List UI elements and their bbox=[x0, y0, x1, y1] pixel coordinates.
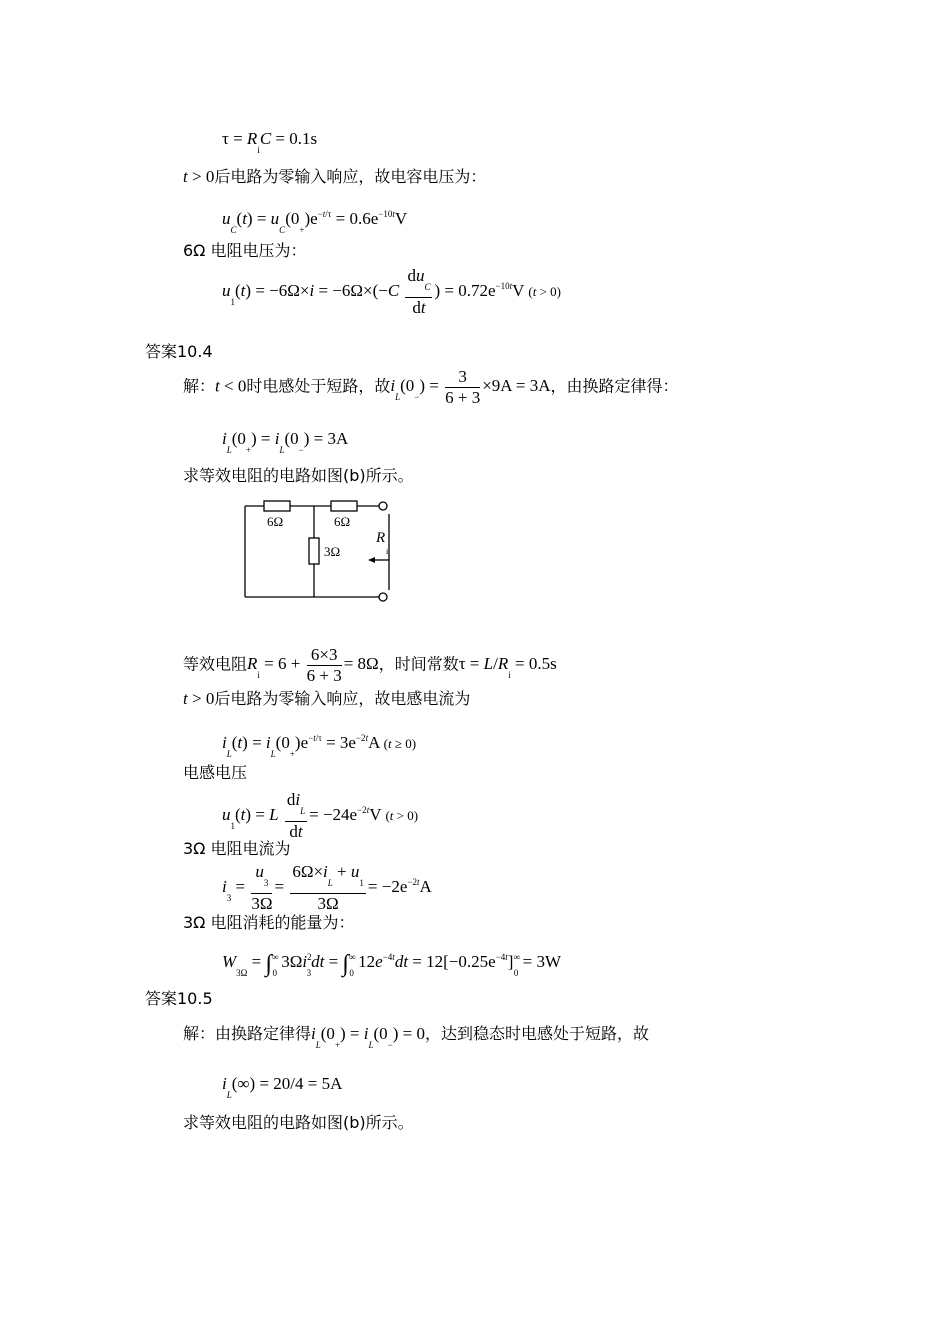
terminal-top bbox=[379, 502, 387, 510]
answer-10-5-figure-text: 求等效电阻的电路如图(b)所示。 bbox=[183, 1113, 414, 1132]
tau-equation: $\tau = R_iC = 0.1s$ bbox=[222, 129, 318, 155]
zero-input-capacitor-line: t > 0后电路为零输入响应，故电容电压为： bbox=[183, 167, 487, 186]
answer-10-4-heading: 答案10.4 bbox=[145, 342, 213, 361]
answer-10-5-line1: 解：由换路定律得$i_L(0_+) = i_L(0_-) = 0$，达到稳态时电感处于短路，故 bbox=[183, 1024, 650, 1050]
energy-equation: $W_{3\Omega} = \int^\infty_0$ $3\Omega i^2_3dt = \int^\infty_0$ $12e^{-4t}dt = 12[-0.25e^{-4t}]^\infty_0 = 3W$ bbox=[222, 951, 562, 978]
short-circuit-text: 时电感处于短路，故 bbox=[246, 376, 391, 396]
il-initial-equation: $i_L(0_+) = i_L(0_-) = 3A$ bbox=[222, 429, 349, 455]
resistor-6-voltage-label bbox=[183, 240, 307, 262]
answer-10-4-line1: 解：t < 0时电感处于短路，故$i_L(0_-)$ = $\frac{3}{6 + 3}$ ×9A = 3A，由换路定律得： bbox=[183, 367, 679, 407]
label-3ohm: 3Ω bbox=[324, 544, 341, 559]
resistor-3-current-label bbox=[183, 838, 291, 860]
zero-input-capacitor-text: 后电路为零输入响应，故电容电压为： bbox=[214, 167, 487, 186]
resistor-6ohm-right bbox=[331, 501, 357, 511]
label-R: R bbox=[376, 530, 386, 546]
il-infinity-equation: $i_L(\infty) = 20/4 = 5A$ bbox=[222, 1074, 343, 1100]
answer-10-5-heading: 答案10.5 bbox=[145, 989, 213, 1008]
terminal-bottom bbox=[379, 593, 387, 601]
inductor-current-equation: $i_L(t) = i_L(0_+)e^{-t/\tau} = 3e^{-2t}A$ (t ≥ 0) bbox=[222, 733, 417, 759]
resistor-3-energy-label bbox=[183, 912, 355, 934]
switching-law-label: 解：由换路定律得 bbox=[183, 1024, 312, 1043]
label-6ohm-left: 6Ω bbox=[267, 514, 284, 529]
equivalent-resistance-line: 等效电阻$R_i = 6$ + $\frac{6\times 3}{6 + 3}$ = 8Ω，时间常数$\tau = L/R_i = 0.5s$ bbox=[183, 645, 557, 685]
equivalent-resistance-circuit bbox=[236, 494, 406, 612]
inductor-voltage-label: 电感电压 bbox=[183, 763, 248, 782]
arrow-head bbox=[368, 557, 375, 563]
equivalent-resistance-figure-text: 求等效电阻的电路如图(b)所示。 bbox=[183, 466, 414, 485]
capacitor-voltage-equation: $u_C(t) = u_C(0_+)e^{-t/\tau} = 0.6e^{-10t}V$ bbox=[222, 209, 408, 235]
solution-label: 解： bbox=[183, 376, 216, 396]
switching-law-text: ，由换路定律得： bbox=[550, 376, 679, 396]
zero-input-inductor-text: 后电路为零输入响应，故电感电流为 bbox=[214, 689, 471, 708]
zero-input-inductor-line: t > 0后电路为零输入响应，故电感电流为 bbox=[183, 689, 471, 708]
inductor-voltage-equation: $u_1(t) = L$ $\frac{di_L}{dt}$ = $-24e^{-2t}V$ (t > 0) bbox=[222, 790, 419, 841]
resistor-6-voltage-text: 6Ω 电阻电压为： bbox=[183, 241, 307, 260]
resistor-3-current-equation: $i_3$ = $\frac{u_3}{3\Omega}$ = $\frac{6\Omega\times i_L + u_1}{3\Omega}$ = $-2e^{-2t}A$ bbox=[222, 862, 432, 913]
equivalent-resistance-label: 等效电阻 bbox=[183, 654, 248, 674]
resistor-3ohm bbox=[309, 538, 319, 564]
time-constant-label: ，时间常数 bbox=[378, 654, 459, 674]
steady-state-text: ，达到稳态时电感处于短路，故 bbox=[425, 1024, 650, 1043]
resistor-6ohm-left bbox=[264, 501, 290, 511]
label-6ohm-right: 6Ω bbox=[334, 514, 351, 529]
label-R-sub: i bbox=[386, 547, 389, 556]
resistor-3-energy-text: 3Ω 电阻消耗的能量为： bbox=[183, 913, 355, 932]
u1-equation: $u_1(t) = -6\Omega\times i = -6\Omega\times(-C$ $\frac{du_C}{dt}$ ) = $0.72e^{-10t}V$ (t > 0) bbox=[222, 266, 561, 317]
resistor-3-current-text: 3Ω 电阻电流为 bbox=[183, 839, 291, 858]
